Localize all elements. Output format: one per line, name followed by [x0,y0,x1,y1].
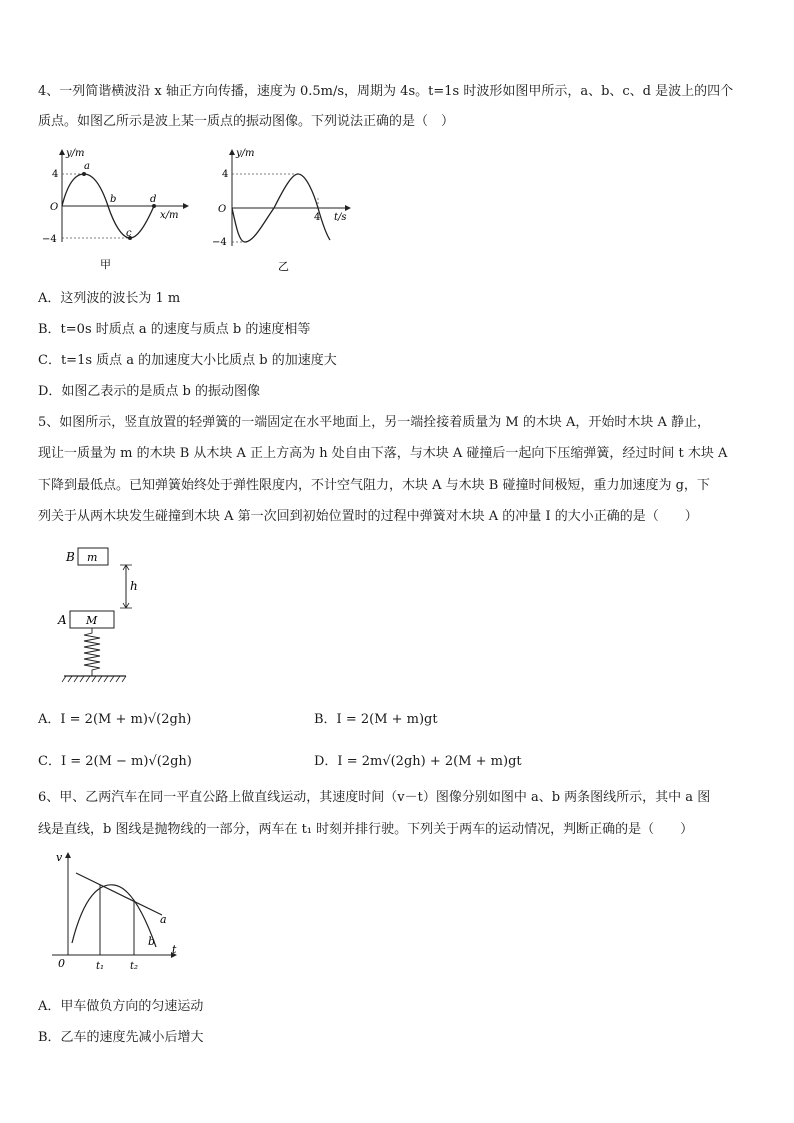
q5-stem-line4: 列关于从两木块发生碰撞到木块 A 第一次回到初始位置时的过程中弹簧对木块 A 的冲量 I 的大小正确的是（ ） [38,509,698,524]
yi-tick-pos: 4 [222,169,229,180]
jia-x-label: x/m [160,210,179,221]
label-mass-m: m [87,551,98,564]
yi-y-label: y/m [236,148,255,159]
vt-v-label: v [56,851,63,864]
q5-stem-line2: 现让一质量为 m 的木块 B 从木块 A 正上方高为 h 处自由下落，与木块 A 碰撞后一起向下压缩弹簧，经过时间 t 木块 A [38,446,728,461]
yi-caption: 乙 [278,260,289,273]
q4-stem-line1: 4、一列简谐横波沿 x 轴正方向传播，速度为 0.5m/s，周期为 4s。t=1s 时波形如图甲所示，a、b、c、d 是波上的四个 [38,84,734,99]
q5-option-a[interactable]: A．I = 2(M + m)√(2gh) [38,712,192,727]
yi-tick-neg: −4 [212,237,227,248]
yi-x-label: t/s [334,212,347,223]
q5-figure-spring [54,543,154,686]
label-block-b: B [66,550,75,564]
q5-stem-line3: 下降到最低点。已知弹簧始终处于弹性限度内，不计空气阻力，木块 A 与木块 B 碰撞时间极短，重力加速度为 g，下 [38,478,710,493]
q6-stem-line1: 6、甲、乙两汽车在同一平直公路上做直线运动，其速度时间（v－t）图像分别如图中 a、b 两条图线所示，其中 a 图 [38,790,711,805]
jia-caption: 甲 [100,258,111,271]
vt-label-b: b [148,935,156,948]
jia-origin: O [50,202,59,213]
q4-option-a[interactable]: A．这列波的波长为 1 m [38,291,181,306]
vt-t1-label: t₁ [96,961,105,972]
jia-y-label: y/m [66,148,85,159]
q5-option-c[interactable]: C．I = 2(M − m)√(2gh) [38,754,192,769]
q6-option-a[interactable]: A．甲车做负方向的匀速运动 [38,999,204,1014]
q5-option-b[interactable]: B．I = 2(M + m)gt [314,712,438,727]
vt-t2-label: t₂ [130,961,139,972]
q4-option-c[interactable]: C．t=1s 质点 a 的加速度大小比质点 b 的加速度大 [38,353,337,368]
q4-figure-yi [212,142,362,274]
jia-tick-pos: 4 [52,169,59,180]
line-a [76,873,162,915]
jia-label-a: a [84,161,90,172]
spring [84,628,100,676]
vt-t-label: t [172,943,177,956]
label-block-a: A [58,613,67,627]
q4-option-b[interactable]: B．t=0s 时质点 a 的速度与质点 b 的速度相等 [38,322,311,337]
curve-b [72,885,156,947]
jia-label-b: b [110,194,117,205]
q5-option-d[interactable]: D．I = 2m√(2gh) + 2(M + m)gt [314,754,522,769]
vt-label-a: a [160,913,167,926]
q4-option-d[interactable]: D．如图乙表示的是质点 b 的振动图像 [38,384,261,399]
q4-stem-line2: 质点。如图乙所示是波上某一质点的振动图像。下列说法正确的是（ ） [38,114,455,129]
vt-origin: 0 [58,957,65,970]
jia-tick-neg: −4 [42,234,57,245]
q6-figure-vt [48,847,188,977]
jia-label-d: d [150,194,157,205]
yi-tick-t: 4 [314,212,321,223]
q5-stem-line1: 5、如图所示，竖直放置的轻弹簧的一端固定在水平地面上，另一端拴接着质量为 M 的木块 A，开始时木块 A 静止， [38,415,711,430]
jia-label-c: c [126,228,132,239]
q4-figure-jia [38,142,198,274]
jia-point-a [82,172,86,176]
label-height-h: h [130,579,138,593]
label-mass-big-m: M [86,614,98,627]
yi-origin: O [218,204,227,215]
q6-stem-line2: 线是直线，b 图线是抛物线的一部分，两车在 t₁ 时刻并排行驶。下列关于两车的运动情况，判断正确的是（ ） [38,822,694,837]
q6-option-b[interactable]: B．乙车的速度先减小后增大 [38,1030,204,1045]
